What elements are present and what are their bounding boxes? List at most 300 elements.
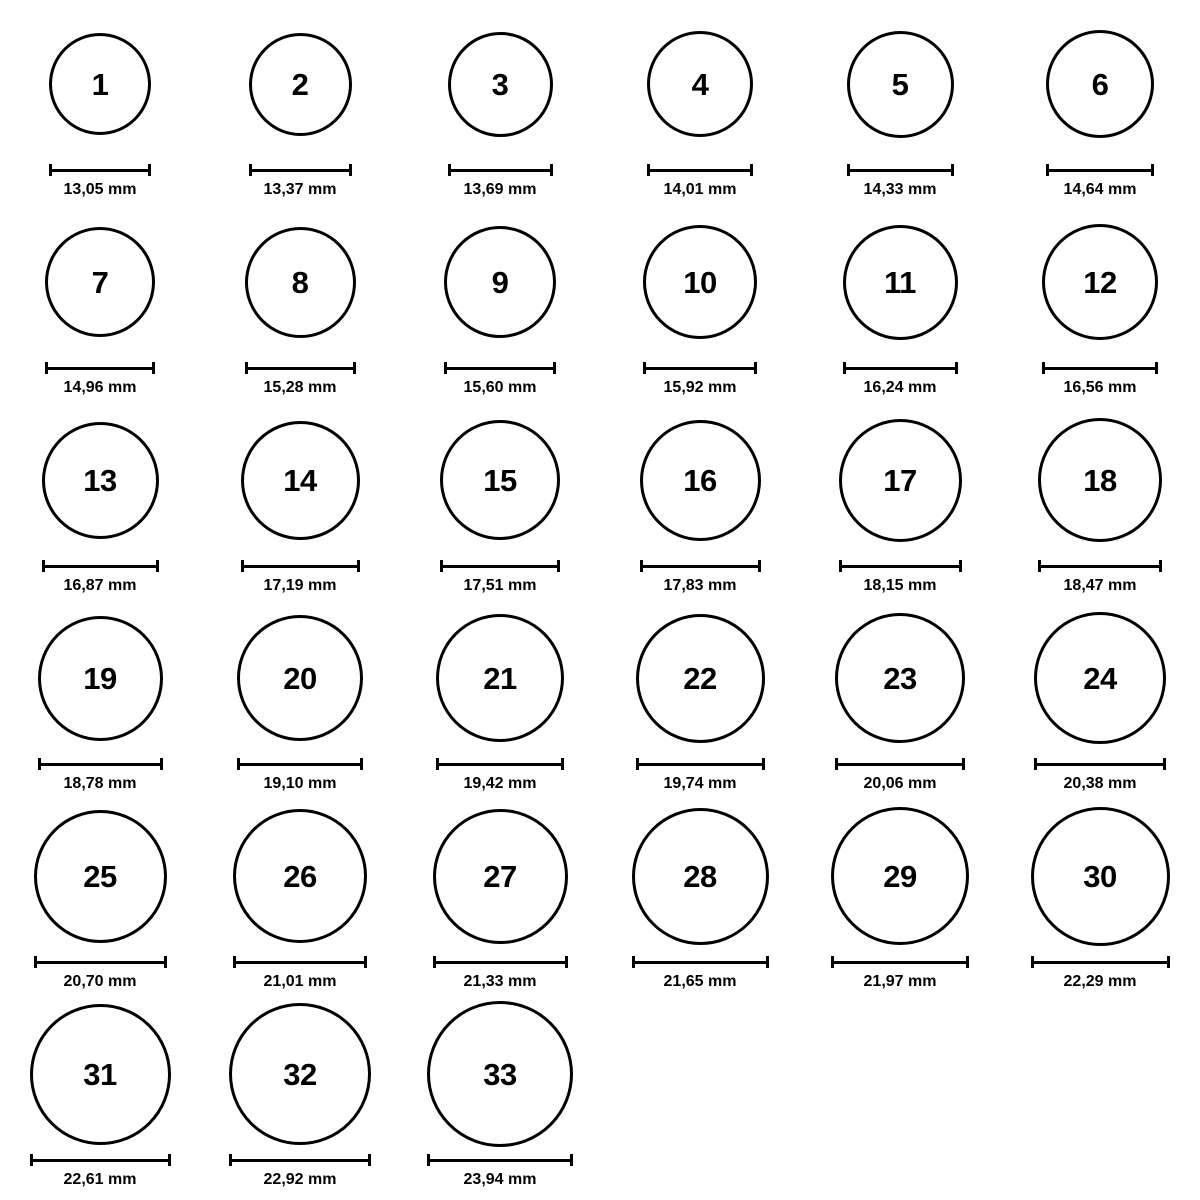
caliper-tick-left xyxy=(427,1154,430,1166)
ring-circle-wrapper xyxy=(38,602,163,754)
caliper-tick-right xyxy=(164,956,167,968)
caliper-icon xyxy=(444,362,556,374)
ring-size-cell xyxy=(400,206,600,404)
ring-circle xyxy=(448,32,553,137)
caliper-icon xyxy=(433,956,568,968)
ring-size-number: 2 xyxy=(291,66,309,102)
ring-circle-wrapper xyxy=(448,8,553,160)
caliper-tick-left xyxy=(237,758,240,770)
ring-size-number: 12 xyxy=(1083,264,1117,300)
caliper-icon xyxy=(49,164,151,176)
caliper-bar xyxy=(831,961,969,964)
caliper-bar xyxy=(1038,565,1162,568)
ring-size-number: 32 xyxy=(283,1056,317,1092)
caliper-tick-left xyxy=(843,362,846,374)
diameter-label: 14,33 mm xyxy=(863,181,937,198)
diameter-measurement xyxy=(1031,956,1170,991)
diameter-measurement xyxy=(444,362,556,397)
caliper-tick-left xyxy=(448,164,451,176)
caliper-tick-right xyxy=(152,362,155,374)
ring-size-cell xyxy=(0,998,200,1196)
diameter-label: 20,70 mm xyxy=(63,973,137,990)
caliper-tick-left xyxy=(433,956,436,968)
ring-size-number: 15 xyxy=(483,462,517,498)
diameter-label: 18,15 mm xyxy=(863,577,937,594)
caliper-bar xyxy=(440,565,560,568)
ring-size-cell xyxy=(600,206,800,404)
ring-circle-wrapper xyxy=(1034,602,1166,754)
caliper-bar xyxy=(30,1159,171,1162)
ring-circle xyxy=(241,421,360,540)
caliper-tick-left xyxy=(436,758,439,770)
caliper-icon xyxy=(847,164,954,176)
diameter-measurement xyxy=(839,560,962,595)
ring-size-cell xyxy=(0,8,200,206)
caliper-bar xyxy=(647,169,753,172)
ring-circle xyxy=(839,419,962,542)
caliper-bar xyxy=(249,169,352,172)
diameter-measurement xyxy=(1038,560,1162,595)
caliper-tick-right xyxy=(758,560,761,572)
diameter-measurement xyxy=(45,362,155,397)
ring-circle-wrapper xyxy=(427,998,573,1150)
diameter-measurement xyxy=(647,164,753,199)
caliper-tick-left xyxy=(241,560,244,572)
ring-size-number: 10 xyxy=(683,264,717,300)
ring-circle xyxy=(647,31,753,137)
caliper-tick-left xyxy=(632,956,635,968)
diameter-measurement xyxy=(436,758,564,793)
ring-size-cell xyxy=(400,8,600,206)
caliper-tick-left xyxy=(835,758,838,770)
caliper-bar xyxy=(1031,961,1170,964)
caliper-bar xyxy=(448,169,553,172)
diameter-label: 20,06 mm xyxy=(863,775,937,792)
caliper-icon xyxy=(42,560,159,572)
caliper-tick-left xyxy=(1031,956,1034,968)
ring-circle-wrapper xyxy=(835,602,965,754)
ring-circle xyxy=(245,227,356,338)
ring-circle-wrapper xyxy=(49,8,151,160)
caliper-tick-left xyxy=(643,362,646,374)
ring-circle xyxy=(237,615,363,741)
ring-circle-wrapper xyxy=(237,602,363,754)
ring-size-cell xyxy=(400,404,600,602)
ring-size-cell xyxy=(200,800,400,998)
ring-circle xyxy=(440,420,560,540)
ring-circle-wrapper xyxy=(1038,404,1162,556)
ring-size-cell xyxy=(0,800,200,998)
ring-size-number: 16 xyxy=(683,462,717,498)
caliper-bar xyxy=(433,961,568,964)
diameter-label: 17,19 mm xyxy=(263,577,337,594)
diameter-label: 14,01 mm xyxy=(663,181,737,198)
ring-circle xyxy=(640,420,761,541)
ring-size-cell xyxy=(200,998,400,1196)
caliper-icon xyxy=(647,164,753,176)
caliper-icon xyxy=(249,164,352,176)
ring-size-cell xyxy=(1000,800,1200,998)
ring-size-number: 26 xyxy=(283,858,317,894)
ring-circle-wrapper xyxy=(249,8,352,160)
diameter-label: 13,05 mm xyxy=(63,181,137,198)
ring-circle xyxy=(847,31,954,138)
ring-circle-wrapper xyxy=(42,404,159,556)
ring-circle xyxy=(229,1003,371,1145)
diameter-label: 15,60 mm xyxy=(463,379,537,396)
caliper-icon xyxy=(640,560,761,572)
caliper-bar xyxy=(245,367,356,370)
ring-size-cell xyxy=(200,404,400,602)
diameter-label: 16,56 mm xyxy=(1063,379,1137,396)
ring-size-number: 11 xyxy=(884,264,916,300)
diameter-label: 19,42 mm xyxy=(463,775,537,792)
ring-size-cell xyxy=(800,800,1000,998)
caliper-tick-right xyxy=(550,164,553,176)
diameter-label: 16,87 mm xyxy=(63,577,137,594)
caliper-bar xyxy=(241,565,360,568)
ring-size-number: 3 xyxy=(491,66,509,102)
caliper-tick-left xyxy=(30,1154,33,1166)
caliper-tick-right xyxy=(349,164,352,176)
caliper-bar xyxy=(436,763,564,766)
diameter-measurement xyxy=(843,362,958,397)
diameter-label: 21,01 mm xyxy=(263,973,337,990)
diameter-measurement xyxy=(249,164,352,199)
caliper-tick-right xyxy=(570,1154,573,1166)
ring-size-number: 8 xyxy=(291,264,309,300)
ring-size-number: 30 xyxy=(1083,858,1117,894)
diameter-label: 15,92 mm xyxy=(663,379,737,396)
ring-circle-wrapper xyxy=(245,206,356,358)
diameter-measurement xyxy=(640,560,761,595)
diameter-measurement xyxy=(448,164,553,199)
caliper-bar xyxy=(640,565,761,568)
ring-size-cell xyxy=(400,800,600,998)
caliper-tick-left xyxy=(440,560,443,572)
caliper-bar xyxy=(1034,763,1166,766)
diameter-measurement xyxy=(49,164,151,199)
ring-circle-wrapper xyxy=(643,206,757,358)
caliper-tick-left xyxy=(38,758,41,770)
caliper-tick-right xyxy=(762,758,765,770)
ring-size-number: 25 xyxy=(83,858,117,894)
caliper-tick-right xyxy=(754,362,757,374)
ring-circle-wrapper xyxy=(640,404,761,556)
ring-size-number: 17 xyxy=(883,462,917,498)
ring-size-cell xyxy=(200,206,400,404)
caliper-bar xyxy=(1042,367,1158,370)
caliper-tick-right xyxy=(148,164,151,176)
ring-circle-wrapper xyxy=(34,800,167,952)
diameter-label: 17,83 mm xyxy=(663,577,737,594)
caliper-tick-right xyxy=(1163,758,1166,770)
ring-size-cell xyxy=(1000,602,1200,800)
caliper-bar xyxy=(233,961,367,964)
diameter-measurement xyxy=(1034,758,1166,793)
caliper-icon xyxy=(241,560,360,572)
caliper-tick-right xyxy=(360,758,363,770)
ring-circle xyxy=(1034,612,1166,744)
caliper-icon xyxy=(1031,956,1170,968)
diameter-measurement xyxy=(847,164,954,199)
caliper-icon xyxy=(636,758,765,770)
ring-size-cell xyxy=(800,206,1000,404)
ring-size-cell xyxy=(600,602,800,800)
caliper-tick-left xyxy=(444,362,447,374)
ring-circle xyxy=(843,225,958,340)
caliper-bar xyxy=(49,169,151,172)
ring-circle xyxy=(1031,807,1170,946)
ring-circle xyxy=(636,614,765,743)
diameter-label: 19,74 mm xyxy=(663,775,737,792)
caliper-bar xyxy=(45,367,155,370)
caliper-bar xyxy=(34,961,167,964)
diameter-label: 19,10 mm xyxy=(263,775,337,792)
ring-size-number: 29 xyxy=(883,858,917,894)
caliper-icon xyxy=(30,1154,171,1166)
diameter-measurement xyxy=(229,1154,371,1189)
caliper-bar xyxy=(643,367,757,370)
ring-size-number: 21 xyxy=(483,660,517,696)
caliper-tick-left xyxy=(640,560,643,572)
caliper-tick-right xyxy=(364,956,367,968)
ring-size-number: 27 xyxy=(483,858,517,894)
ring-size-cell xyxy=(400,602,600,800)
ring-size-cell xyxy=(800,404,1000,602)
ring-size-number: 9 xyxy=(491,264,509,300)
caliper-tick-left xyxy=(34,956,37,968)
diameter-label: 14,64 mm xyxy=(1063,181,1137,198)
ring-size-cell xyxy=(0,206,200,404)
caliper-tick-left xyxy=(229,1154,232,1166)
caliper-tick-right xyxy=(750,164,753,176)
caliper-bar xyxy=(444,367,556,370)
ring-circle xyxy=(427,1001,573,1147)
diameter-label: 18,78 mm xyxy=(63,775,137,792)
ring-size-cell xyxy=(200,602,400,800)
diameter-label: 15,28 mm xyxy=(263,379,337,396)
ring-circle xyxy=(433,809,568,944)
caliper-icon xyxy=(843,362,958,374)
ring-size-number: 19 xyxy=(83,660,117,696)
diameter-measurement xyxy=(643,362,757,397)
ring-circle-wrapper xyxy=(241,404,360,556)
caliper-bar xyxy=(38,763,163,766)
caliper-icon xyxy=(448,164,553,176)
caliper-icon xyxy=(632,956,769,968)
ring-circle-wrapper xyxy=(233,800,367,952)
caliper-tick-left xyxy=(49,164,52,176)
caliper-bar xyxy=(237,763,363,766)
caliper-tick-right xyxy=(160,758,163,770)
ring-size-cell xyxy=(1000,206,1200,404)
ring-size-cell xyxy=(0,602,200,800)
ring-circle xyxy=(1038,418,1162,542)
ring-circle-wrapper xyxy=(636,602,765,754)
diameter-label: 23,94 mm xyxy=(463,1171,537,1188)
diameter-measurement xyxy=(34,956,167,991)
caliper-tick-left xyxy=(1046,164,1049,176)
ring-size-number: 22 xyxy=(683,660,717,696)
ring-size-cell xyxy=(400,998,600,1196)
caliper-bar xyxy=(42,565,159,568)
ring-size-number: 7 xyxy=(91,264,109,300)
caliper-tick-right xyxy=(951,164,954,176)
caliper-tick-right xyxy=(353,362,356,374)
caliper-bar xyxy=(835,763,965,766)
ring-size-cell xyxy=(0,404,200,602)
diameter-label: 18,47 mm xyxy=(1063,577,1137,594)
diameter-measurement xyxy=(835,758,965,793)
ring-size-cell xyxy=(600,8,800,206)
diameter-measurement xyxy=(440,560,560,595)
ring-size-number: 33 xyxy=(483,1056,517,1092)
diameter-label: 22,29 mm xyxy=(1063,973,1137,990)
caliper-tick-left xyxy=(839,560,842,572)
caliper-tick-right xyxy=(1159,560,1162,572)
ring-circle xyxy=(38,616,163,741)
ring-circle-wrapper xyxy=(229,998,371,1150)
diameter-measurement xyxy=(632,956,769,991)
ring-circle xyxy=(444,226,556,338)
caliper-tick-left xyxy=(1034,758,1037,770)
ring-circle-wrapper xyxy=(1046,8,1154,160)
ring-circle xyxy=(436,614,564,742)
caliper-tick-right xyxy=(1167,956,1170,968)
ring-circle-wrapper xyxy=(847,8,954,160)
ring-size-cell xyxy=(600,404,800,602)
caliper-tick-right xyxy=(962,758,965,770)
ring-size-cell xyxy=(800,8,1000,206)
caliper-icon xyxy=(1034,758,1166,770)
ring-size-number: 4 xyxy=(691,66,709,102)
ring-size-number: 28 xyxy=(683,858,717,894)
caliper-tick-left xyxy=(1042,362,1045,374)
diameter-measurement xyxy=(30,1154,171,1189)
caliper-bar xyxy=(843,367,958,370)
caliper-tick-left xyxy=(42,560,45,572)
diameter-label: 13,69 mm xyxy=(463,181,537,198)
caliper-icon xyxy=(835,758,965,770)
ring-circle-wrapper xyxy=(1042,206,1158,358)
ring-circle xyxy=(249,33,352,136)
ring-circle xyxy=(632,808,769,945)
ring-circle-wrapper xyxy=(30,998,171,1150)
diameter-measurement xyxy=(233,956,367,991)
diameter-measurement xyxy=(1046,164,1154,199)
ring-size-number: 13 xyxy=(83,462,117,498)
ring-size-number: 18 xyxy=(1083,462,1117,498)
caliper-tick-left xyxy=(847,164,850,176)
ring-circle-wrapper xyxy=(1031,800,1170,952)
caliper-icon xyxy=(229,1154,371,1166)
caliper-tick-right xyxy=(1155,362,1158,374)
ring-circle-wrapper xyxy=(839,404,962,556)
caliper-tick-right xyxy=(766,956,769,968)
ring-size-number: 24 xyxy=(1083,660,1117,696)
caliper-tick-right xyxy=(156,560,159,572)
caliper-tick-right xyxy=(168,1154,171,1166)
caliper-tick-right xyxy=(553,362,556,374)
diameter-label: 21,33 mm xyxy=(463,973,537,990)
caliper-tick-left xyxy=(647,164,650,176)
caliper-icon xyxy=(237,758,363,770)
ring-circle-wrapper xyxy=(440,404,560,556)
ring-circle xyxy=(643,225,757,339)
diameter-label: 17,51 mm xyxy=(463,577,537,594)
ring-size-number: 31 xyxy=(83,1056,117,1092)
caliper-icon xyxy=(233,956,367,968)
diameter-measurement xyxy=(241,560,360,595)
diameter-measurement xyxy=(42,560,159,595)
caliper-bar xyxy=(427,1159,573,1162)
caliper-icon xyxy=(839,560,962,572)
ring-size-number: 20 xyxy=(283,660,317,696)
diameter-measurement xyxy=(433,956,568,991)
caliper-icon xyxy=(831,956,969,968)
diameter-label: 13,37 mm xyxy=(263,181,337,198)
ring-circle xyxy=(1042,224,1158,340)
ring-size-cell xyxy=(1000,8,1200,206)
caliper-icon xyxy=(440,560,560,572)
caliper-icon xyxy=(1042,362,1158,374)
ring-circle-wrapper xyxy=(45,206,155,358)
caliper-icon xyxy=(38,758,163,770)
caliper-icon xyxy=(1038,560,1162,572)
caliper-tick-right xyxy=(1151,164,1154,176)
caliper-icon xyxy=(1046,164,1154,176)
ring-circle xyxy=(45,227,155,337)
caliper-icon xyxy=(643,362,757,374)
ring-circle-wrapper xyxy=(831,800,969,952)
caliper-bar xyxy=(632,961,769,964)
caliper-icon xyxy=(245,362,356,374)
caliper-icon xyxy=(427,1154,573,1166)
ring-circle-wrapper xyxy=(843,206,958,358)
caliper-tick-left xyxy=(1038,560,1041,572)
diameter-measurement xyxy=(38,758,163,793)
diameter-label: 20,38 mm xyxy=(1063,775,1137,792)
ring-circle xyxy=(233,809,367,943)
caliper-bar xyxy=(636,763,765,766)
caliper-tick-left xyxy=(831,956,834,968)
diameter-measurement xyxy=(427,1154,573,1189)
diameter-label: 22,92 mm xyxy=(263,1171,337,1188)
ring-size-cell xyxy=(800,602,1000,800)
ring-circle-wrapper xyxy=(436,602,564,754)
caliper-bar xyxy=(839,565,962,568)
diameter-label: 21,97 mm xyxy=(863,973,937,990)
ring-size-cell xyxy=(200,8,400,206)
caliper-tick-right xyxy=(368,1154,371,1166)
ring-circle xyxy=(49,33,151,135)
caliper-tick-right xyxy=(561,758,564,770)
caliper-tick-left xyxy=(636,758,639,770)
ring-size-number: 5 xyxy=(891,66,909,102)
diameter-measurement xyxy=(636,758,765,793)
ring-size-number: 6 xyxy=(1091,66,1109,102)
diameter-label: 14,96 mm xyxy=(63,379,137,396)
ring-circle xyxy=(831,807,969,945)
caliper-tick-right xyxy=(966,956,969,968)
ring-circle-wrapper xyxy=(647,8,753,160)
caliper-tick-right xyxy=(557,560,560,572)
caliper-bar xyxy=(1046,169,1154,172)
caliper-tick-right xyxy=(357,560,360,572)
caliper-tick-left xyxy=(45,362,48,374)
ring-size-cell xyxy=(1000,404,1200,602)
